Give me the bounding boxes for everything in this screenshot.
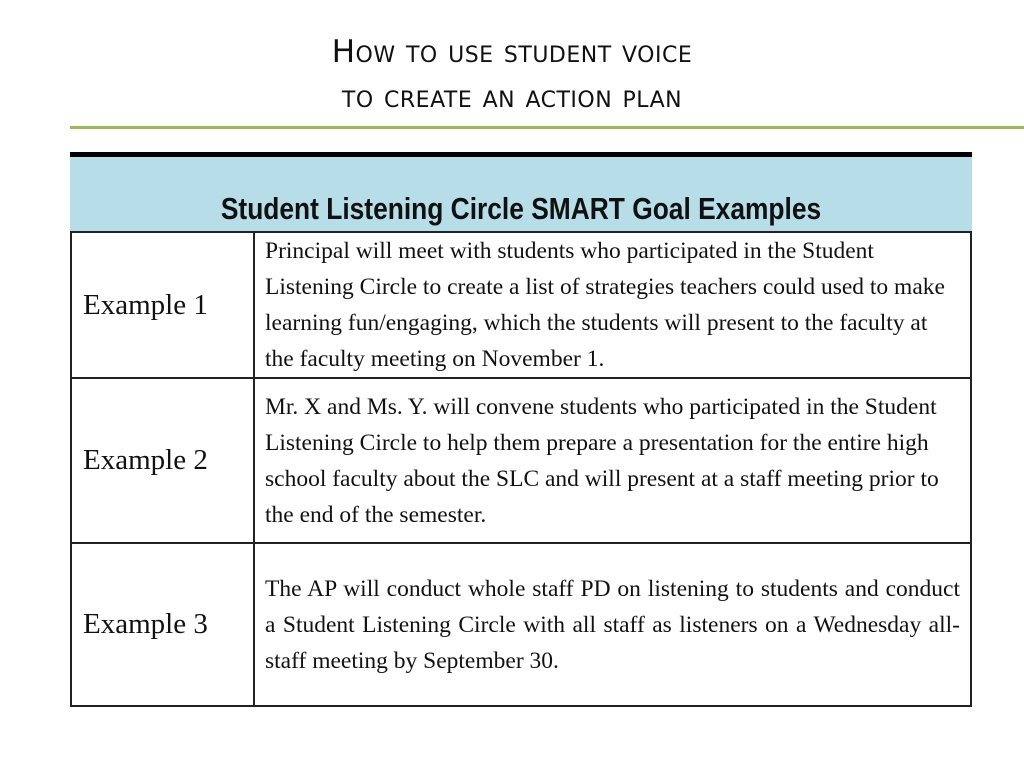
table-row: [71, 232, 971, 378]
table-heading: Student Listening Circle SMART Goal Examples: [220, 191, 822, 226]
row-text-example-3: The AP will conduct whole staff PD on listening to students and conduct a Student Listening Circle with all staff as listeners on a Wednesday all-staff meeting by September 30.: [254, 543, 971, 706]
row-label-example-1: Example 1: [71, 232, 254, 378]
slide-title: [0, 30, 1024, 120]
smart-goal-table-figure: [70, 152, 972, 707]
slide-title-line-1: How to use student voice: [331, 34, 693, 70]
table-row: [71, 543, 971, 706]
row-label-example-2: Example 2: [71, 378, 254, 543]
smart-goal-table: [70, 231, 972, 707]
table-row: [71, 378, 971, 543]
title-divider: [70, 126, 1024, 129]
slide-title-line-2: to create an action plan: [341, 79, 683, 115]
row-text-example-2: Mr. X and Ms. Y. will convene students who participated in the Student Listening Circle to help them prepare a presentation for the entire high school faculty about the SLC and will present at a staff meeting prior to the end of the semester.: [254, 378, 971, 543]
row-text-example-1: Principal will meet with students who participated in the Student Listening Circle to create a list of strategies teachers could used to make learning fun/engaging, which the students will present to the faculty at the faculty meeting on November 1.: [254, 232, 971, 378]
row-label-example-3: Example 3: [71, 543, 254, 706]
table-heading-band: [70, 157, 972, 231]
